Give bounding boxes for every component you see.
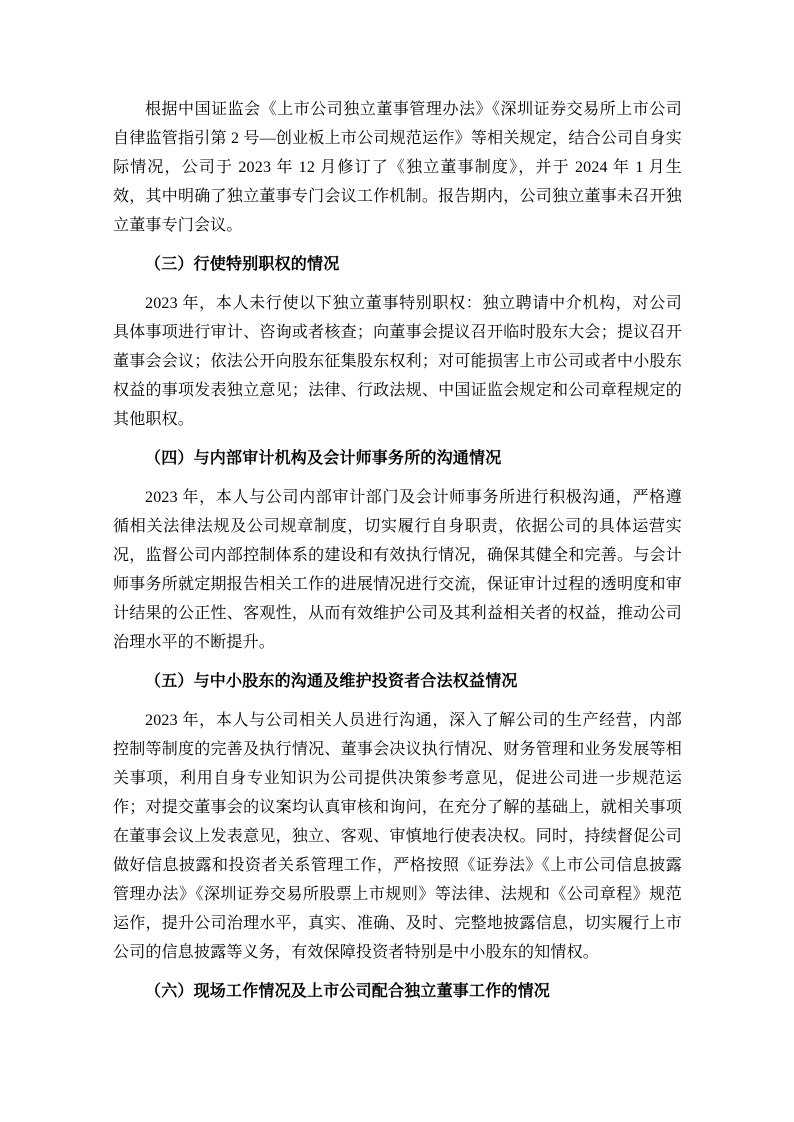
heading-section-5-minority-shareholders: （五）与中小股东的沟通及维护投资者合法权益情况 xyxy=(145,673,518,690)
heading-section-4-audit-communication: （四）与内部审计机构及会计师事务所的沟通情况 xyxy=(145,450,502,467)
heading-section-3-special-powers: （三）行使特别职权的情况 xyxy=(145,256,340,273)
paragraph-independent-director-system: 根据中国证监会《上市公司独立董事管理办法》《深圳证券交易所上市公司自律监管指引第 2 号—创业板上市公司规范运作》等相关规定，结合公司自身实际情况，公司于 2023 年 12 月修订了《独立董事制度》，并于 2024 年 1 月生效，其中明确了独立董事专门会议工作机制。报告期内，公司独立董事未召开独立董事专门会议。 xyxy=(113,101,682,234)
paragraph-audit-communication: 2023 年，本人与公司内部审计部门及会计师事务所进行积极沟通，严格遵循相关法律法规及公司规章制度，切实履行自身职责，依据公司的具体运营实况，监督公司内部控制体系的建设和有效执行情况，确保其健全和完善。与会计师事务所就定期报告相关工作的进展情况进行交流，保证审计过程的透明度和审计结果的公正性、客观性，从而有效维护公司及其利益相关者的权益，推动公司治理水平的不断提升。 xyxy=(113,489,682,651)
heading-section-6-onsite-work: （六）现场工作情况及上市公司配合独立董事工作的情况 xyxy=(145,983,551,1000)
paragraph-minority-shareholders: 2023 年，本人与公司相关人员进行沟通，深入了解公司的生产经营，内部控制等制度的完善及执行情况、董事会决议执行情况、财务管理和业务发展等相关事项，利用自身专业知识为公司提供决策参考意见，促进公司进一步规范运作；对提交董事会的议案均认真审核和询问，在充分了解的基础上，就相关事项在董事会议上发表意见，独立、客观、审慎地行使表决权。同时，持续督促公司做好信息披露和投资者关系管理工作，严格按照《证券法》《上市公司信息披露管理办法》《深圳证券交易所股票上市规则》等法律、法规和《公司章程》规范运作，提升公司治理水平，真实、准确、及时、完整地披露信息，切实履行上市公司的信息披露等义务，有效保障投资者特别是中小股东的知情权。 xyxy=(113,712,682,961)
paragraph-special-powers: 2023 年，本人未行使以下独立董事特别职权：独立聘请中介机构，对公司具体事项进行审计、咨询或者核查；向董事会提议召开临时股东大会；提议召开董事会会议；依法公开向股东征集股东权利；对可能损害上市公司或者中小股东权益的事项发表独立意见；法律、行政法规、中国证监会规定和公司章程规定的其他职权。 xyxy=(113,295,682,428)
